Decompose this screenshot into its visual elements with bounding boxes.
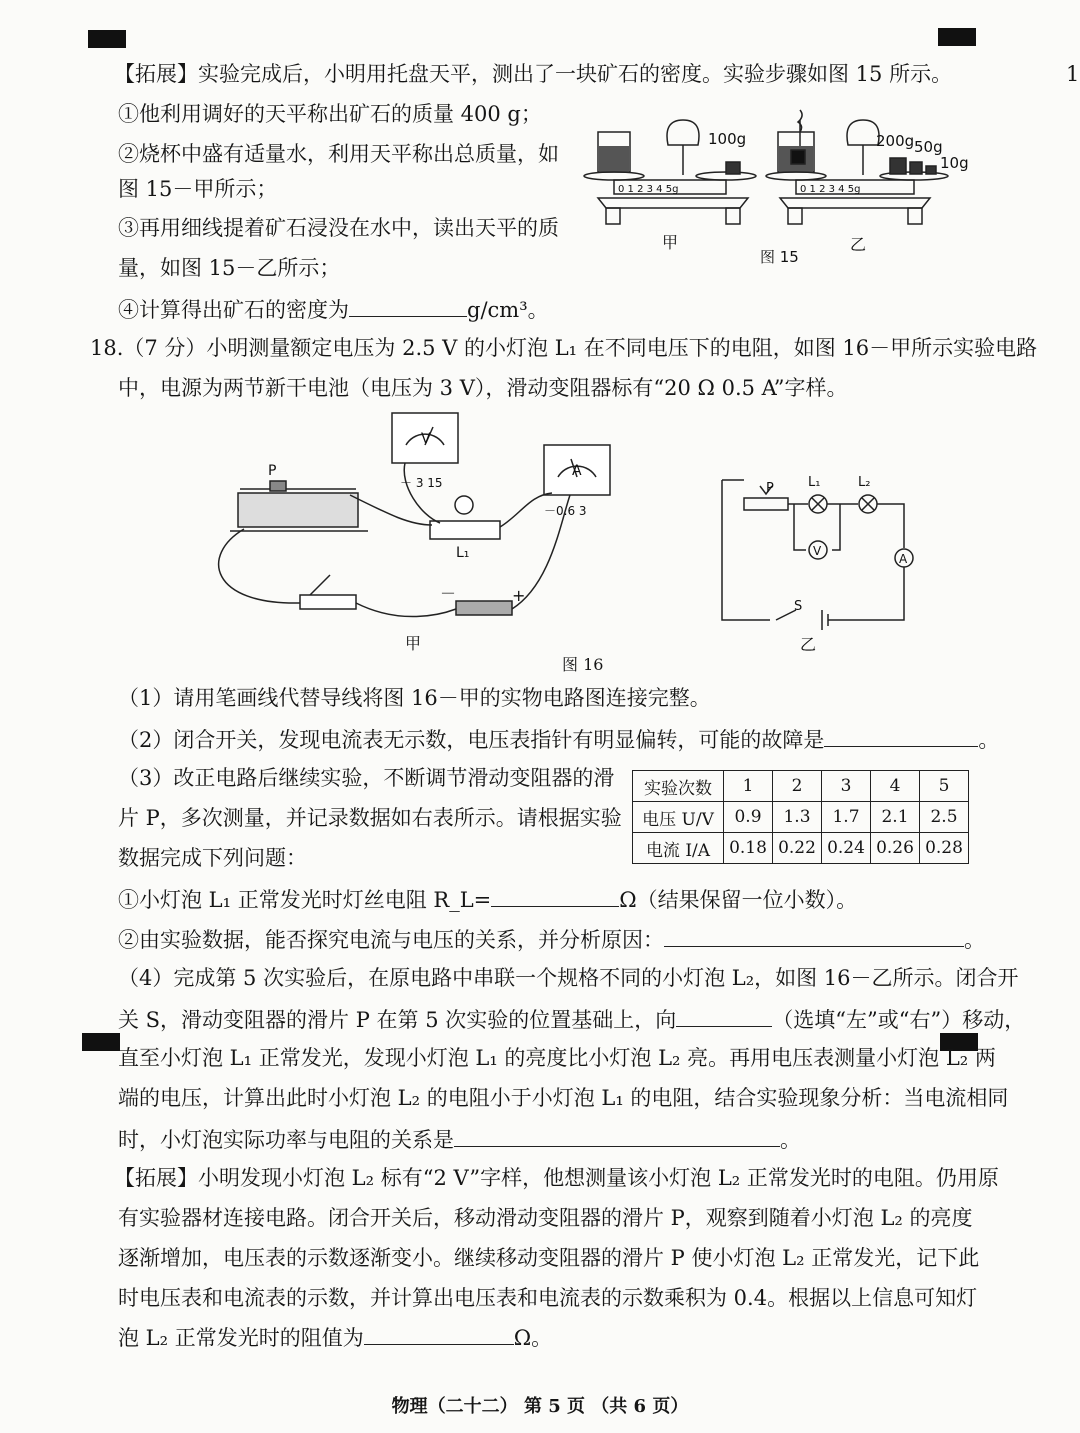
battery [456,601,512,615]
rheostat [238,493,358,527]
table-cell: 0.18 [724,833,773,864]
table-cell: 0.24 [822,833,871,864]
yi-weight-50g: 50g [914,138,943,156]
figure-16-jia [200,405,620,665]
battery-minus: － [440,584,457,603]
yi-p: P [766,481,774,496]
q18-part4-line2-text: 关 S，滑动变阻器的滑片 P 在第 5 次实验的位置基础上，向 [118,1008,677,1032]
extension2-line4: 时电压表和电流表的示数，并计算出电压表和电流表的示数乘积为 0.4。根据以上信息可知灯 [118,1286,978,1310]
fig15-caption: 图 15 [760,248,799,266]
q18-part4-line1: （4）完成第 5 次实验后，在原电路中串联一个规格不同的小灯泡 L₂，如图 16－乙所示。闭合开 [118,966,1019,990]
extension2-line1: 【拓展】小明发现小灯泡 L₂ 标有“2 V”字样，他想测量该小灯泡 L₂ 正常发光时的电阻。仍用原 [114,1166,999,1190]
q18-part3-sub2-text: ②由实验数据，能否探究电流与电压的关系，并分析原因： [118,928,664,952]
q18-part3-sub2-end: 。 [964,928,985,952]
registration-mark-top-right [938,28,976,46]
step-2-line2: 图 15－甲所示； [118,177,278,201]
fig15-jia-label: 甲 [662,233,679,252]
data-table [632,770,969,864]
q18-part3-sub2 [118,924,985,954]
battery-plus: + [512,586,526,605]
q18-part3-sub1 [118,884,857,914]
step-4-text: ④计算得出矿石的密度为 [118,298,349,322]
q18-part2-text: （2）闭合开关，发现电流表无示数，电压表指针有明显偏转，可能的故障是 [118,728,825,752]
balance-yi [766,110,948,224]
yi-s: S [794,599,803,614]
q18-line1: 18.（7 分）小明测量额定电压为 2.5 V 的小灯泡 L₁ 在不同电压下的电阻，如图 16－甲所示实验电路 [90,336,1038,360]
table-cell: 2 [773,771,822,802]
table-row [633,771,969,802]
q18-part4-line5-text: 时，小灯泡实际功率与电阻的关系是 [118,1128,454,1152]
rheostat-symbol [744,498,788,510]
q18-part4-line2-post: （选填“左”或“右”）移动， [772,1008,1026,1032]
l2-resistance-answer-blank[interactable] [364,1322,514,1345]
fig16-yi-label: 乙 [800,635,817,654]
yi-l1: L₁ [808,475,821,490]
extension-intro: 【拓展】实验完成后，小明用托盘天平，测出了一块矿石的密度。实验步骤如图 15 所示。 [114,62,953,86]
table-cell: 2.5 [920,802,969,833]
q18-part3-sub1-post: Ω（结果保留一位小数）。 [619,888,858,912]
yi-scale-numbers: 0 1 2 3 4 5g [800,184,861,195]
q18-line2: 中，电源为两节新干电池（电压为 3 V），滑动变阻器标有“20 Ω 0.5 A”字样。 [118,376,848,400]
table-cell: 1.3 [773,802,822,833]
q18-part2 [118,724,999,754]
step-4 [118,294,549,324]
fig16-jia-label: 甲 [405,634,422,653]
q18-part1: （1）请用笔画线代替导线将图 16－甲的实物电路图连接完整。 [118,686,711,710]
yi-a: A [899,552,908,566]
switch [300,595,356,609]
step-3-line1: ③再用细线提着矿石浸没在水中，读出天平的质 [118,216,559,240]
slider-label-p: P [268,463,277,479]
table-cell: 0.28 [920,833,969,864]
step-3-line2: 量，如图 15－乙所示； [118,256,341,280]
table-cell: 3 [822,771,871,802]
q18-part4-line4: 端的电压，计算出此时小灯泡 L₂ 的电阻小于小灯泡 L₁ 的电阻，结合实验现象分析：当电流相同 [118,1086,1009,1110]
extension2-line5-text: 泡 L₂ 正常发光时的阻值为 [118,1326,364,1350]
q18-part3-line2: 片 P，多次测量，并记录数据如右表所示。请根据实验 [118,806,622,830]
power-relation-answer-blank[interactable] [454,1124,780,1147]
direction-answer-blank[interactable] [676,1004,772,1027]
table-cell: 1.7 [822,802,871,833]
table-cell: 0.22 [773,833,822,864]
q18-part3-line1: （3）改正电路后继续实验，不断调节滑动变阻器的滑 [118,766,615,790]
relation-answer-blank[interactable] [664,924,964,947]
step-4-unit: g/cm³。 [467,298,549,322]
registration-mark-bottom-left [82,1033,120,1051]
table-cell: 0.26 [871,833,920,864]
table-row [633,833,969,864]
ammeter-symbol: A [572,463,582,479]
figure-16-yi [700,470,930,660]
yi-l2: L₂ [858,475,871,490]
registration-mark-top-left [88,30,126,48]
jia-weight-label: 100g [708,130,747,148]
table-cell: 电压 U/V [633,802,724,833]
page-edge-char: 1 [1066,62,1080,86]
fig16-caption: 图 16 [562,655,604,674]
step-1: ①他利用调好的天平称出矿石的质量 400 g； [118,102,542,126]
table-cell: 1 [724,771,773,802]
extension2-line2: 有实验器材连接电路。闭合开关后，移动滑动变阻器的滑片 P，观察到随着小灯泡 L₂ 的亮度 [118,1206,973,1230]
table-cell: 4 [871,771,920,802]
q18-part4-line3: 直至小灯泡 L₁ 正常发光，发现小灯泡 L₁ 的亮度比小灯泡 L₂ 亮。再用电压表测量小灯泡 L₂ 两 [118,1046,996,1070]
yi-weight-200g: 200g [876,132,915,150]
voltmeter-symbol: V [421,431,431,447]
ammeter-terminals: －0.6 3 [544,504,587,518]
lamp-label-l1: L₁ [456,545,470,561]
voltmeter-terminals: － 3 15 [400,476,443,490]
table-cell: 5 [920,771,969,802]
yi-weight-10g: 10g [940,154,969,172]
table-cell: 0.9 [724,802,773,833]
figure-15 [578,100,978,270]
q18-part4-line2 [118,1004,1025,1034]
density-answer-blank[interactable] [349,294,467,317]
table-row [633,802,969,833]
page-footer: 物理（二十二） 第 5 页 （共 6 页） [391,1396,689,1417]
fault-answer-blank[interactable] [824,724,978,747]
resistance-answer-blank[interactable] [491,884,619,907]
q18-part4-line5 [118,1124,801,1154]
jia-scale-numbers: 0 1 2 3 4 5g [618,184,679,195]
yi-v: V [813,544,822,558]
q18-part4-line5-end: 。 [780,1128,801,1152]
q18-part3-sub1-text: ①小灯泡 L₁ 正常发光时灯丝电阻 R_L= [118,888,492,912]
table-cell: 2.1 [871,802,920,833]
extension2-line5 [118,1322,552,1352]
table-cell: 实验次数 [633,771,724,802]
extension2-line3: 逐渐增加，电压表的示数逐渐变小。继续移动变阻器的滑片 P 使小灯泡 L₂ 正常发光，记下此 [118,1246,980,1270]
q18-part3-line3: 数据完成下列问题： [118,846,307,870]
extension2-line5-post: Ω。 [513,1326,553,1350]
table-cell: 电流 I/A [633,833,724,864]
fig15-yi-label: 乙 [850,235,867,254]
step-2-line1: ②烧杯中盛有适量水，利用天平称出总质量，如 [118,142,559,166]
q18-part2-end: 。 [978,728,1000,752]
lamp-base [430,521,500,539]
